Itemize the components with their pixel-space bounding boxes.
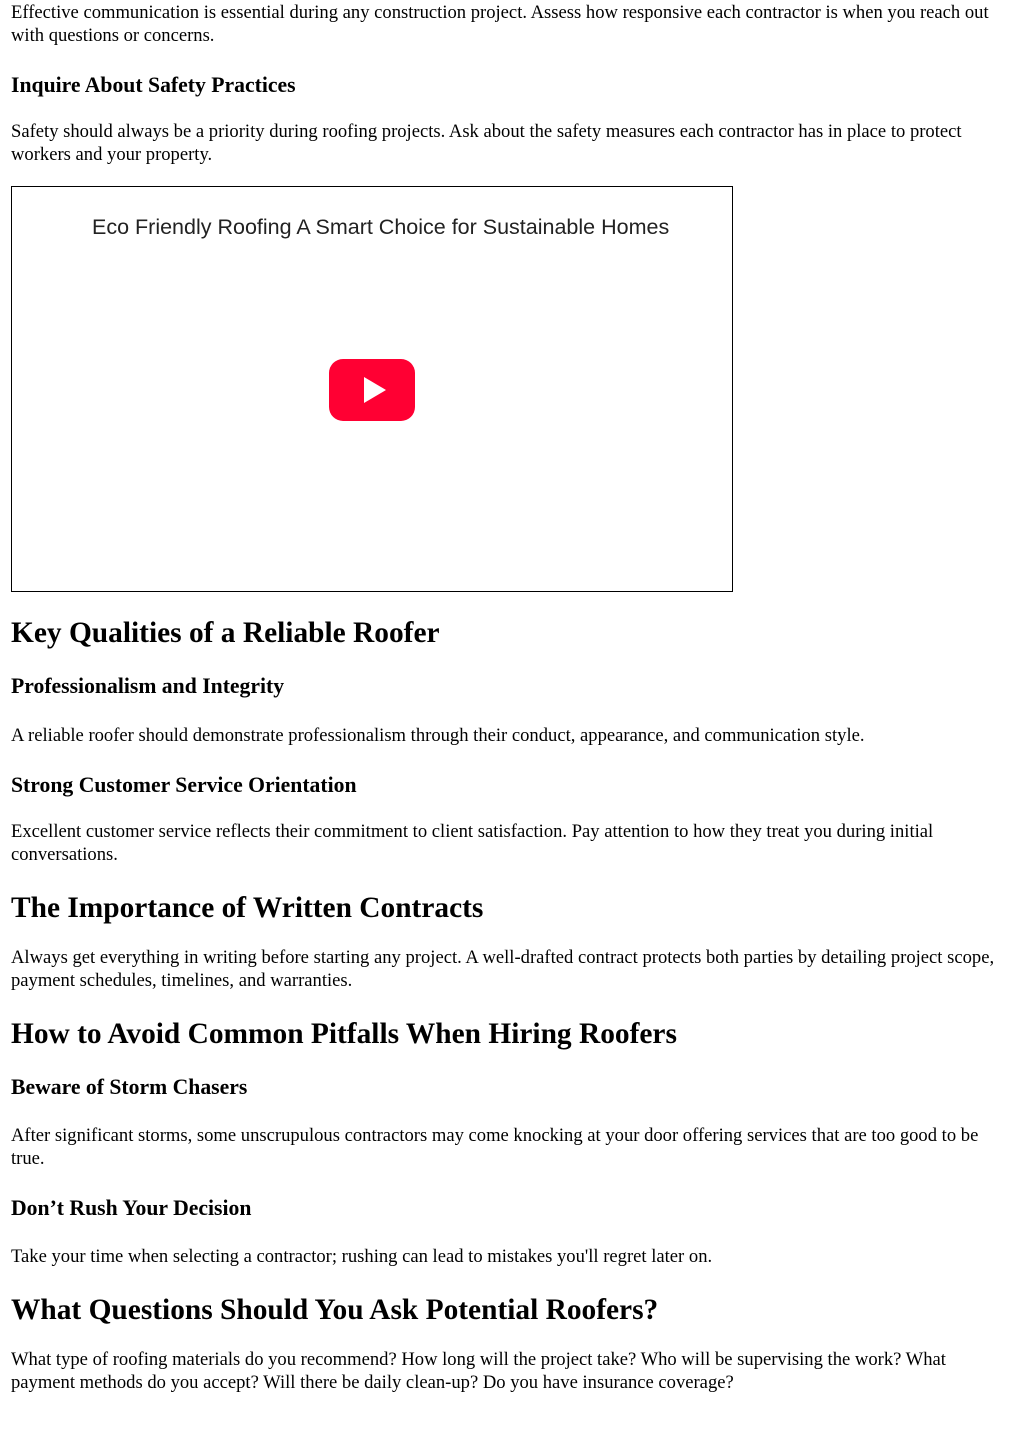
heading-storm-chasers: Beware of Storm Chasers — [11, 1075, 248, 1099]
video-embed[interactable] — [11, 186, 733, 592]
paragraph-safety: Safety should always be a priority during roofing projects. Ask about the safety measures each contractor has in place to protect workers and your property. — [11, 121, 962, 165]
play-button[interactable] — [329, 359, 415, 421]
paragraph-customer-service: Excellent customer service reflects their commitment to client satisfaction. Pay attention to how they treat you during initial conversations. — [11, 821, 934, 865]
video-title[interactable]: Eco Friendly Roofing A Smart Choice for Sustainable Homes — [92, 215, 670, 239]
heading-contracts: The Importance of Written Contracts — [11, 892, 484, 924]
youtube-play-icon — [329, 359, 415, 421]
paragraph-rush: Take your time when selecting a contractor; rushing can lead to mistakes you'll regret later on. — [11, 1246, 713, 1267]
heading-rush: Don’t Rush Your Decision — [11, 1196, 252, 1220]
heading-key-qualities: Key Qualities of a Reliable Roofer — [11, 617, 440, 649]
heading-questions: What Questions Should You Ask Potential Roofers? — [11, 1294, 659, 1326]
paragraph-contracts: Always get everything in writing before starting any project. A well-drafted contract protects both parties by detailing project scope, payment schedules, timelines, and warranties. — [11, 947, 995, 991]
paragraph-professionalism: A reliable roofer should demonstrate professionalism through their conduct, appearance, and communication style. — [11, 725, 865, 746]
heading-pitfalls: How to Avoid Common Pitfalls When Hiring Roofers — [11, 1018, 677, 1050]
paragraph-storm-chasers: After significant storms, some unscrupulous contractors may come knocking at your door offering services that are too good to be true. — [11, 1125, 979, 1169]
paragraph-communication: Effective communication is essential during any construction project. Assess how responsive each contractor is when you reach out with questions or concerns. — [11, 2, 989, 46]
heading-safety-practices: Inquire About Safety Practices — [11, 73, 296, 97]
heading-professionalism: Professionalism and Integrity — [11, 674, 285, 698]
heading-customer-service: Strong Customer Service Orientation — [11, 773, 357, 797]
paragraph-questions: What type of roofing materials do you recommend? How long will the project take? Who will be supervising the work? What payment methods do you accept? Will there be daily clean-up? Do you have insurance coverage? — [11, 1349, 946, 1393]
